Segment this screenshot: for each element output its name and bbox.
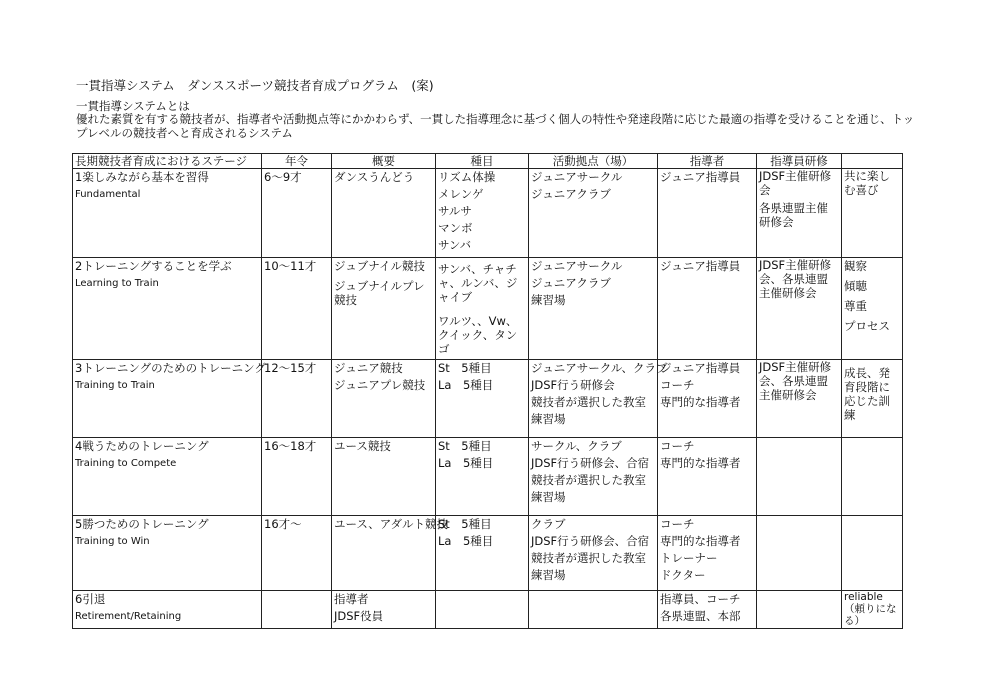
header-keywords	[842, 154, 903, 169]
keywords-text: 成長、発育段階に応じた訓練	[844, 366, 890, 422]
training-cell	[757, 438, 842, 516]
instructor-cell	[658, 438, 757, 516]
training-cell	[757, 360, 842, 438]
keywords-cell	[842, 438, 903, 516]
overview-item: ユース、アダルト競技	[334, 517, 448, 531]
base-item: 練習場	[531, 412, 566, 426]
instructor-item: 各県連盟、本部	[660, 609, 741, 623]
document-title: 一貫指導システム ダンススポーツ競技者育成プログラム (案)	[76, 78, 434, 93]
header-instructor: 指導者	[658, 154, 757, 169]
age-cell	[262, 169, 332, 258]
training-cell	[757, 169, 842, 258]
instructor-item: ドクター	[660, 568, 706, 582]
overview-cell	[332, 591, 436, 629]
header-overview: 概要	[332, 154, 436, 169]
base-item: ジュニアクラブ	[531, 276, 611, 290]
keywords-text: 共に楽しむ喜び	[844, 169, 890, 197]
event-item: サンバ	[438, 238, 472, 252]
base-item: 練習場	[531, 490, 566, 504]
stage-name-en: Training to Win	[75, 536, 150, 547]
table-row	[73, 169, 903, 258]
age-value: 16～18才	[264, 439, 317, 453]
base-cell	[529, 591, 658, 629]
events-cell	[436, 516, 529, 591]
base-item: 競技者が選択した教室	[531, 551, 646, 565]
instructor-item: コーチ	[660, 378, 695, 392]
stage-cell	[73, 438, 262, 516]
instructor-item: トレーナー	[660, 551, 718, 565]
instructor-cell	[658, 169, 757, 258]
base-item: ジュニアサークル、クラブ	[531, 361, 668, 375]
overview-item: ユース競技	[334, 439, 391, 453]
stage-name: 2トレーニングすることを学ぶ	[75, 259, 232, 273]
stage-name-en: Learning to Train	[75, 278, 159, 289]
training-cell	[757, 591, 842, 629]
instructor-item: コーチ	[660, 517, 695, 531]
events-cell	[436, 169, 529, 258]
instructor-cell	[658, 591, 757, 629]
stage-name: 5勝つためのトレーニング	[75, 517, 209, 531]
stage-cell	[73, 360, 266, 438]
instructor-item: 専門的な指導者	[660, 456, 741, 470]
base-item: JDSF行う研修会	[531, 378, 615, 392]
overview-item: 指導者	[334, 592, 369, 606]
header-training: 指導員研修	[757, 154, 842, 169]
base-cell	[529, 438, 658, 516]
event-item: La 5種目	[438, 378, 494, 392]
stage-cell	[73, 169, 262, 258]
training-text: JDSF主催研修会、各県連盟主催研修会	[759, 360, 832, 402]
age-cell	[262, 360, 332, 438]
age-cell	[262, 438, 332, 516]
training-text: JDSF主催研修会、各県連盟主催研修会	[759, 258, 832, 300]
overview-item: ジュブナイルプレ競技	[334, 279, 425, 307]
events-cell	[436, 360, 529, 438]
base-cell	[529, 258, 658, 360]
base-item: ジュニアサークル	[531, 259, 623, 273]
keywords-cell	[842, 169, 903, 258]
stage-name-en: Retirement/Retaining	[75, 611, 182, 622]
event-item: マンボ	[438, 221, 473, 235]
instructor-cell	[658, 258, 757, 360]
system-description: 優れた素質を有する競技者が、指導者や活動拠点等にかかわらず、一貫した指導理念に基づく個人の特性や発達段階に応じた最適の指導を受けることを通じ、トップレベルの競技者へと育成されるシステム	[76, 112, 915, 140]
keyword-item: 傾聴	[844, 279, 867, 293]
header-stage: 長期競技者育成におけるステージ	[73, 154, 262, 169]
stage-name: 6引退	[75, 592, 106, 606]
instructor-item: ジュニア指導員	[660, 170, 741, 184]
event-item: サルサ	[438, 204, 472, 218]
age-value: 16才～	[264, 517, 302, 531]
stage-name: 3トレーニングのためのトレーニング	[75, 361, 266, 375]
instructor-item: ジュニア指導員	[660, 259, 741, 273]
event-item: メレンゲ	[438, 187, 484, 201]
keywords-cell	[842, 360, 903, 438]
training-cell	[757, 516, 842, 591]
base-item: 競技者が選択した教室	[531, 395, 646, 409]
base-cell	[529, 169, 658, 258]
base-cell	[529, 516, 658, 591]
base-item: サークル、クラブ	[531, 439, 622, 453]
instructor-item: コーチ	[660, 439, 695, 453]
base-item: ジュニアクラブ	[531, 187, 611, 201]
events-cell	[436, 258, 529, 360]
instructor-cell	[658, 360, 757, 438]
training-item: JDSF主催研修会	[759, 169, 832, 197]
event-item: St 5種目	[438, 439, 492, 453]
overview-cell	[332, 360, 436, 438]
training-item: 各県連盟主催研修会	[759, 201, 828, 229]
section-heading: 一貫指導システムとは	[76, 99, 190, 113]
event-item: St 5種目	[438, 361, 492, 375]
base-item: 練習場	[531, 568, 566, 582]
instructor-item: 専門的な指導者	[660, 534, 741, 548]
stage-name-en: Training to Train	[75, 380, 155, 391]
overview-cell	[332, 516, 448, 591]
stage-name-en: Fundamental	[75, 189, 141, 200]
table-row	[73, 258, 903, 360]
age-value: 12～15才	[264, 361, 317, 375]
stage-name: 4戦うためのトレーニング	[75, 439, 209, 453]
program-table	[72, 153, 903, 629]
age-value: 10～11才	[264, 259, 317, 273]
overview-item: ジュニアプレ競技	[334, 378, 426, 392]
overview-item: ジュブナイル競技	[334, 259, 425, 273]
instructor-item: 指導員、コーチ	[660, 592, 741, 606]
event-item: La 5種目	[438, 456, 494, 470]
instructor-cell	[658, 516, 757, 591]
event-item: サンバ、チャチャ、ルンバ、ジャイブ	[438, 262, 518, 304]
header-age: 年令	[262, 154, 332, 169]
age-value: 6～9才	[264, 170, 302, 184]
table-row	[73, 438, 903, 516]
age-cell	[262, 591, 332, 629]
overview-cell	[332, 438, 436, 516]
keyword-item: プロセス	[844, 319, 890, 333]
stage-cell	[73, 258, 262, 360]
base-cell	[529, 360, 668, 438]
header-base: 活動拠点（場）	[529, 154, 658, 169]
header-events: 種目	[436, 154, 529, 169]
overview-cell	[332, 169, 436, 258]
table-header-row	[73, 154, 903, 169]
table-row	[73, 591, 903, 629]
base-item: クラブ	[531, 517, 566, 531]
events-cell	[436, 591, 529, 629]
instructor-item: ジュニア指導員	[660, 361, 741, 375]
base-item: JDSF行う研修会、合宿	[531, 534, 650, 548]
base-item: JDSF行う研修会、合宿	[531, 456, 650, 470]
training-cell	[757, 258, 842, 360]
keyword-item: 観察	[844, 259, 867, 273]
stage-cell	[73, 516, 262, 591]
event-item: ワルツ、、Vw、クイック、タンゴ	[438, 314, 518, 356]
events-cell	[436, 438, 529, 516]
keywords-cell	[842, 591, 903, 629]
age-cell	[262, 516, 332, 591]
event-item: リズム体操	[438, 170, 496, 184]
event-item: St 5種目	[438, 517, 492, 531]
stage-cell	[73, 591, 262, 629]
table-row	[73, 516, 903, 591]
keywords-text: reliable（頼りになる）	[844, 591, 897, 627]
base-item: 練習場	[531, 293, 566, 307]
event-item: La 5種目	[438, 534, 494, 548]
overview-item: ジュニア競技	[334, 361, 403, 375]
overview-item: JDSF役員	[334, 609, 384, 623]
instructor-item: 専門的な指導者	[660, 395, 741, 409]
age-cell	[262, 258, 332, 360]
table-row	[73, 360, 903, 438]
keyword-item: 尊重	[844, 299, 867, 313]
base-item: 競技者が選択した教室	[531, 473, 646, 487]
base-item: ジュニアサークル	[531, 170, 623, 184]
overview-cell	[332, 258, 436, 360]
stage-name-en: Training to Compete	[75, 458, 177, 469]
stage-name: 1楽しみながら基本を習得	[75, 170, 209, 184]
keywords-cell	[842, 258, 903, 360]
keywords-cell	[842, 516, 903, 591]
overview-item: ダンスうんどう	[334, 170, 415, 184]
